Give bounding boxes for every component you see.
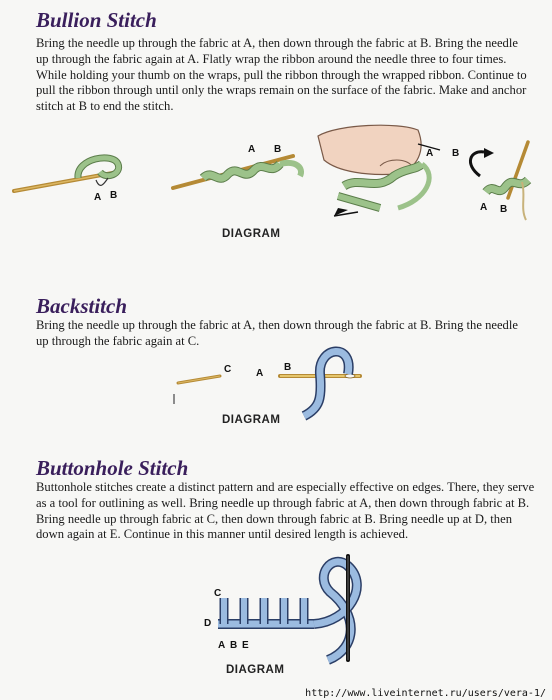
label-a: A [94, 192, 102, 203]
backstitch-caption: DIAGRAM [222, 414, 281, 426]
label-a: A [218, 640, 226, 651]
buttonhole-stitch-diagram [198, 552, 378, 670]
label-b: B [274, 144, 282, 155]
buttonhole-stitch-caption: DIAGRAM [226, 664, 285, 676]
label-a: A [480, 202, 488, 213]
label-a: A [248, 144, 256, 155]
label-b: B [284, 362, 292, 373]
label-b: B [110, 190, 118, 201]
bullion-stitch-diagram [8, 120, 548, 230]
label-c: C [224, 364, 232, 375]
label-e: E [242, 640, 249, 651]
bullion-figure-4 [470, 142, 528, 220]
bullion-stitch-title: Bullion Stitch [36, 8, 157, 32]
bullion-stitch-caption: DIAGRAM [222, 228, 281, 240]
label-a: A [426, 148, 434, 159]
label-d: D [204, 618, 212, 629]
label-b: B [500, 204, 508, 215]
bullion-stitch-instructions: Bring the needle up through the fabric at A, then down through the fabric at B. Bring the needle up through the fabric again at A. Flatly wrap the ribbon around the needle three to four times. While holding your thumb on the wraps, pull the ribbon through the wrapped ribbon. Continue to pull the ribbon through until only the wraps remain on the surface of the fabric. Make and anchor stitch at B to end the stitch. [36, 36, 527, 114]
bullion-figure-2 [173, 144, 301, 188]
label-b: B [230, 640, 238, 651]
bullion-figure-3 [318, 125, 459, 216]
label-b: B [452, 148, 460, 159]
backstitch-diagram [170, 338, 390, 418]
buttonhole-stitch-title: Buttonhole Stitch [36, 456, 189, 480]
backstitch-title: Backstitch [36, 294, 128, 318]
label-c: C [214, 588, 222, 599]
label-a: A [256, 368, 264, 379]
backstitch-instructions: Bring the needle up through the fabric at A, then down through the fabric at B. Bring the needle up through the fabric again at C. [36, 318, 518, 348]
bullion-figure-1 [14, 158, 119, 203]
watermark-url: http://www.liveinternet.ru/users/vera-1/ [305, 688, 546, 699]
buttonhole-stitch-instructions: Buttonhole stitches create a distinct pattern and are especially effective on edges. There, they serve as a tool for outlining as well. Bring needle up through fabric at A, then down through fabric at B. Bring needle up through fabric at C, then down through fabric at B. Bring needle up at D, then down again at E. Continue in this manner until desired length is achieved. [36, 480, 535, 542]
